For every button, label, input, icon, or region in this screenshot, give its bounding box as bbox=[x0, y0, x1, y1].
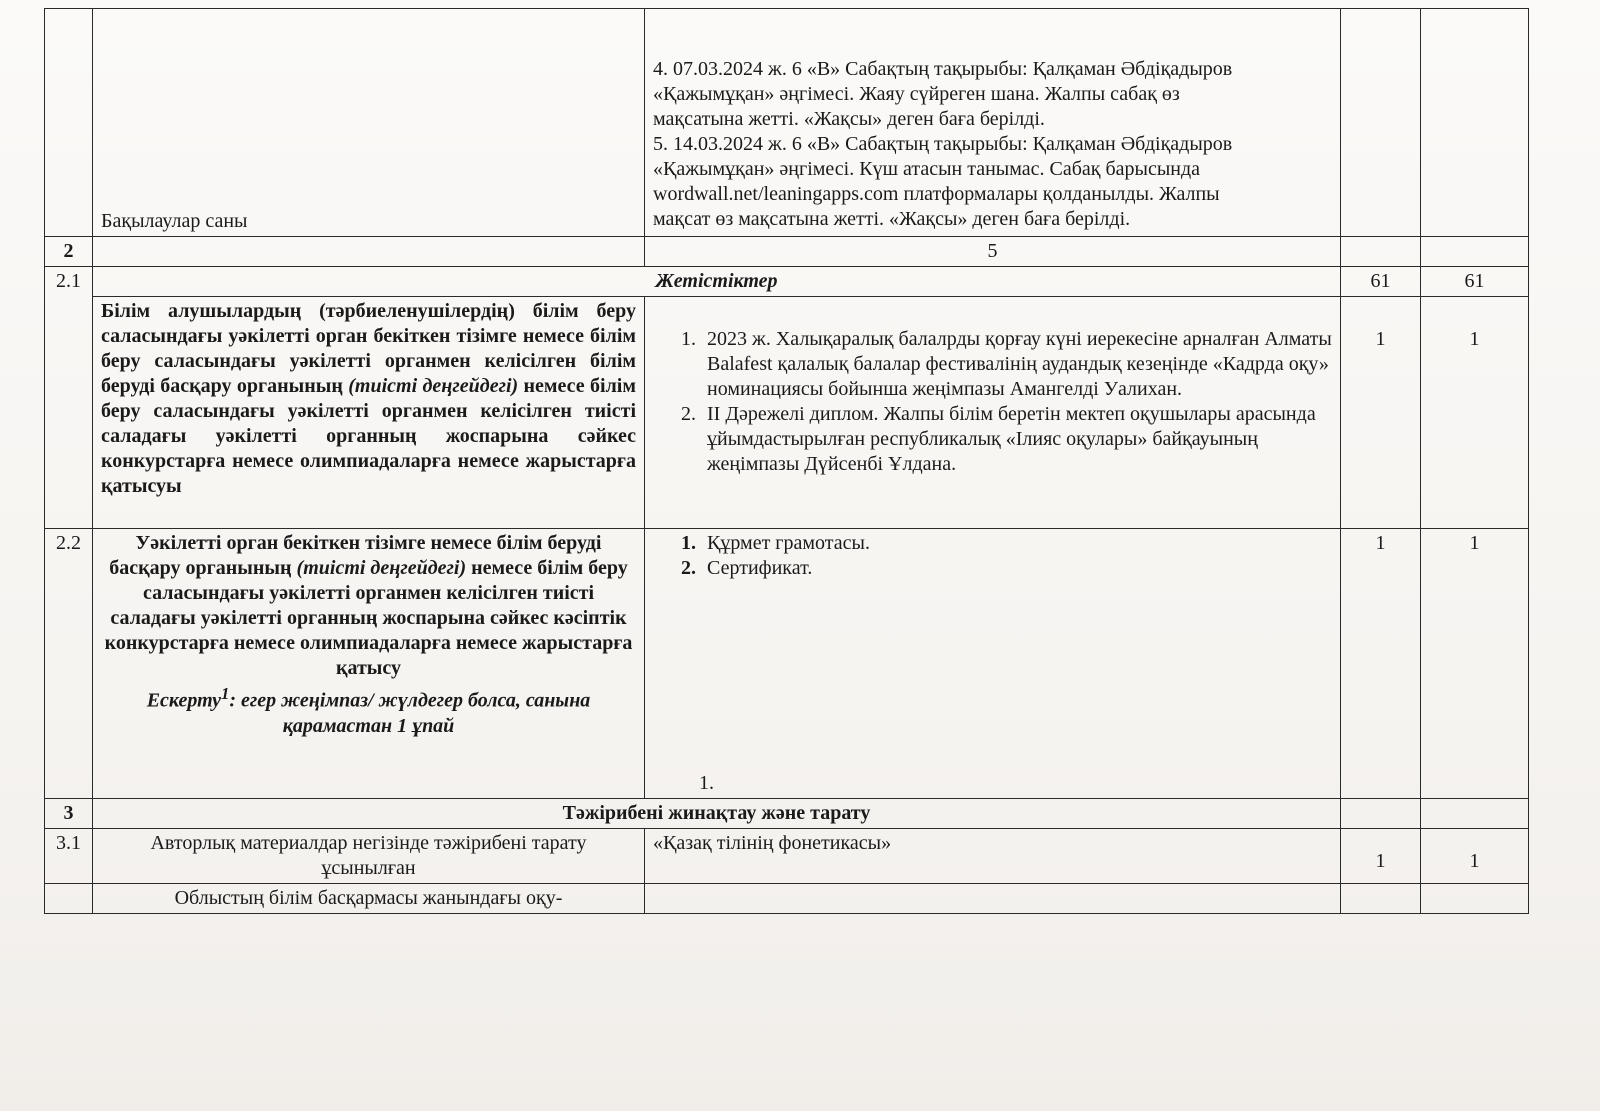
observation-score-b bbox=[1421, 9, 1529, 237]
empty-cell bbox=[1421, 884, 1529, 914]
row-2-2-note bbox=[101, 681, 636, 739]
row-3-1 bbox=[45, 829, 1529, 884]
row-2-1-items-cell bbox=[645, 297, 1341, 529]
empty-cell bbox=[1341, 799, 1421, 829]
observation-line: мақсатына жетті. «Жақсы» деген баға берілді. bbox=[653, 108, 1045, 130]
list-item: 1. 2023 ж. Халықаралық балалрды қорғау күні иерекесіне арналған Алматы Balafest қалалық балалар фестивалінің аудандық кезеңінде «Кадрда оқу» номинациясы бойынша жеңімпазы Амангелді Уалихан. bbox=[701, 327, 1332, 402]
observation-line: 4. 07.03.2024 ж. 6 «В» Сабақтың тақырыбы: Қалқаман Әбдіқадыров bbox=[653, 58, 1233, 80]
list-item: 2. ІІ Дәрежелі диплом. Жалпы білім беретін мектеп оқушылары арасында ұйымдастырылған республикалық «Ілияс оқулары» байқауының жеңімпазы Дүйсенбі Ұлдана. bbox=[701, 402, 1332, 477]
row-2-1-score-a: 1 bbox=[1341, 297, 1421, 529]
section-2-score-a: 61 bbox=[1341, 267, 1421, 297]
criterion-text: Білім алушылардың (тәрбиеленушілердің) білім беру саласындағы уәкілетті орган бекіткен тізімге немесе білім беру саласындағы уәкілетті органмен келісілген білім беруді басқару органының bbox=[101, 300, 636, 397]
section-3-number: 3 bbox=[45, 799, 93, 829]
section-2-count-row bbox=[45, 237, 1529, 267]
observation-row bbox=[45, 9, 1529, 237]
empty-cell bbox=[45, 884, 93, 914]
row-2-1-criterion bbox=[93, 297, 645, 529]
row-2-2-score-a: 1 bbox=[1341, 529, 1421, 799]
criterion-italic: (тиісті деңгейдегі) bbox=[348, 375, 519, 397]
section-2-number: 2 bbox=[45, 237, 93, 267]
row-3-1-score-b: 1 bbox=[1421, 829, 1529, 884]
observation-number-cell bbox=[45, 9, 93, 237]
empty-cell bbox=[1341, 884, 1421, 914]
section-2-title: Жетістіктер bbox=[93, 267, 1341, 297]
observation-line: «Қажымұқан» әңгімесі. Жаяу сүйреген шана. Жалпы сабақ өз bbox=[653, 83, 1180, 105]
achievements-list bbox=[653, 327, 1332, 477]
evaluation-table bbox=[44, 8, 1529, 914]
list-item: 1. Құрмет грамотасы. bbox=[701, 531, 1332, 556]
section-2-score-b: 61 bbox=[1421, 267, 1529, 297]
note-sup: 1 bbox=[221, 684, 230, 703]
row-2-1-score-b: 1 bbox=[1421, 297, 1529, 529]
observation-text-cell bbox=[645, 9, 1341, 237]
row-3-1-criterion: Авторлық материалдар негізінде тәжірибені тарату ұсынылған bbox=[93, 829, 645, 884]
observation-label: Бақылаулар саны bbox=[101, 210, 248, 232]
observation-score-a bbox=[1341, 9, 1421, 237]
observation-line: wordwall.net/leaningapps.com платформалары қолданылды. Жалпы bbox=[653, 183, 1220, 205]
row-2-2-criterion-cell bbox=[93, 529, 645, 799]
row-last bbox=[45, 884, 1529, 914]
row-2-2-score-b: 1 bbox=[1421, 529, 1529, 799]
empty-cell bbox=[1421, 799, 1529, 829]
empty-cell bbox=[1341, 237, 1421, 267]
row-3-1-number: 3.1 bbox=[45, 829, 93, 884]
trailing-item: 1. bbox=[699, 772, 714, 794]
row-2-2-criterion bbox=[101, 531, 636, 681]
row-3-1-value: «Қазақ тілінің фонетикасы» bbox=[645, 829, 1341, 884]
section-2-title-row bbox=[45, 267, 1529, 297]
row-2-1-number: 2.1 bbox=[45, 267, 93, 529]
row-2-2-number: 2.2 bbox=[45, 529, 93, 799]
observation-line: «Қажымұқан» әңгімесі. Күш атасын танымас. Сабақ барысында bbox=[653, 158, 1201, 180]
observation-line: 5. 14.03.2024 ж. 6 «В» Сабақтың тақырыбы: Қалқаман Әбдіқадыров bbox=[653, 133, 1233, 155]
row-2-2 bbox=[45, 529, 1529, 799]
row-last-criterion: Облыстың білім басқармасы жанындағы оқу- bbox=[93, 884, 645, 914]
note-prefix: Ескерту bbox=[146, 689, 222, 712]
row-3-1-score-a: 1 bbox=[1341, 829, 1421, 884]
empty-cell bbox=[1421, 237, 1529, 267]
note-text: : егер жеңімпаз/ жүлдегер болса, санына қарамастан 1 ұпай bbox=[229, 689, 591, 737]
observation-line: мақсат өз мақсатына жетті. «Жақсы» деген баға берілді. bbox=[653, 208, 1131, 230]
empty-cell bbox=[93, 237, 645, 267]
empty-cell bbox=[645, 884, 1341, 914]
criterion-text: немесе білім беру саласындағы уәкілетті органмен келісілген тиісті саладағы уәкілетті органның жоспарына сәйкес конкурстарға немесе олимпиадаларға немесе жарыстарға қатысуы bbox=[101, 375, 636, 497]
row-2-2-items-cell bbox=[645, 529, 1341, 799]
observation-count: 5 bbox=[645, 237, 1341, 267]
criterion-italic: (тиісті деңгейдегі) bbox=[296, 557, 467, 579]
criterion-text: Уәкілетті орган бекіткен тізімге немесе білім беруді басқару органының bbox=[109, 532, 602, 579]
criterion-text: немесе білім беру саласындағы уәкілетті органмен келісілген тиісті саладағы уәкілетті органның жоспарына сәйкес кәсіптік конкурстарға немесе олимпиадаларға немесе жарыстарға қатысу bbox=[104, 557, 633, 679]
section-3-title-row bbox=[45, 799, 1529, 829]
row-2-1 bbox=[45, 297, 1529, 529]
observation-label-cell bbox=[93, 9, 645, 237]
awards-list bbox=[653, 531, 1332, 581]
list-item: 2. Сертификат. bbox=[701, 556, 1332, 581]
section-3-title: Тәжірибені жинақтау және тарату bbox=[93, 799, 1341, 829]
